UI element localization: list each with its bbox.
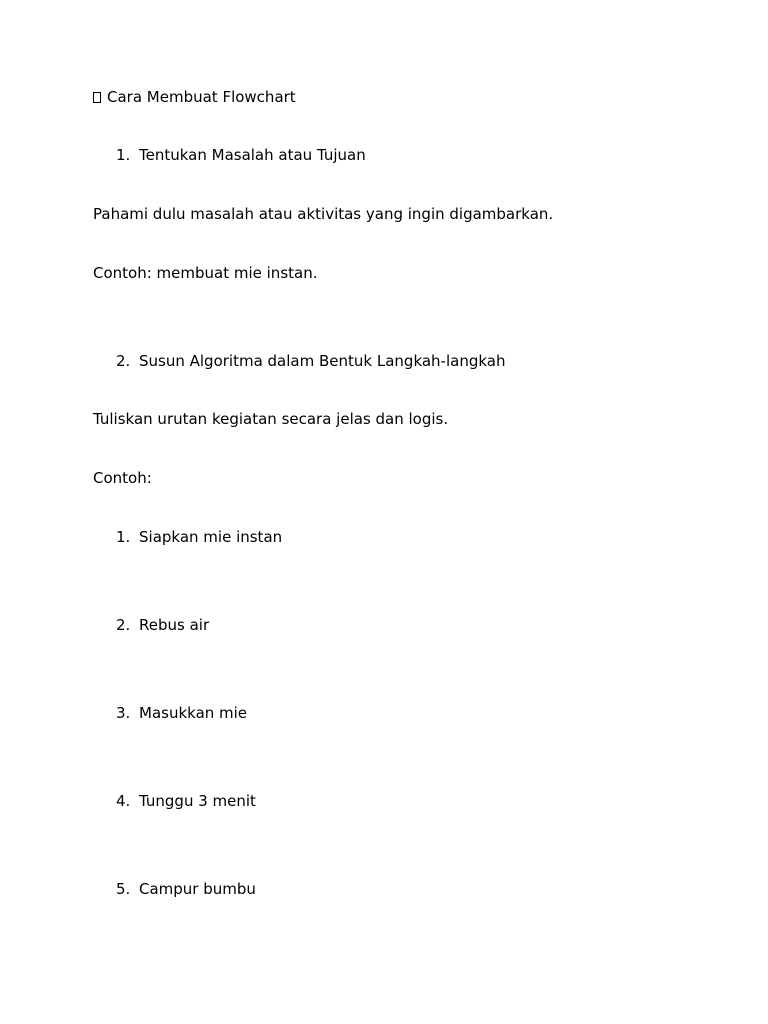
step-item: [116, 704, 247, 722]
step-text: Rebus air: [139, 616, 210, 634]
missing-glyph-icon: [93, 92, 101, 103]
step-text: Siapkan mie instan: [139, 528, 283, 546]
step-number: 1.: [116, 528, 131, 546]
step-number: 2.: [116, 616, 131, 634]
section-title-text: Tentukan Masalah atau Tujuan: [139, 146, 366, 164]
step-item: [116, 792, 256, 810]
document-heading: [93, 88, 296, 106]
step-item: [116, 528, 282, 546]
step-item: [116, 880, 256, 898]
section-title-1: [116, 146, 366, 164]
step-number: 3.: [116, 704, 131, 722]
step-item: [116, 616, 209, 634]
paragraph: Contoh:: [93, 469, 152, 487]
step-text: Campur bumbu: [139, 880, 256, 898]
step-number: 4.: [116, 792, 131, 810]
paragraph: Pahami dulu masalah atau aktivitas yang ingin digambarkan.: [93, 205, 554, 223]
step-text: Tunggu 3 menit: [139, 792, 256, 810]
section-number: 1.: [116, 146, 131, 164]
step-text: Masukkan mie: [139, 704, 248, 722]
step-number: 5.: [116, 880, 131, 898]
section-number: 2.: [116, 352, 131, 370]
heading-text: Cara Membuat Flowchart: [107, 88, 296, 106]
paragraph: Contoh: membuat mie instan.: [93, 264, 318, 282]
section-title-2: [116, 352, 505, 370]
paragraph: Tuliskan urutan kegiatan secara jelas dan logis.: [93, 410, 449, 428]
section-title-text: Susun Algoritma dalam Bentuk Langkah-langkah: [139, 352, 506, 370]
